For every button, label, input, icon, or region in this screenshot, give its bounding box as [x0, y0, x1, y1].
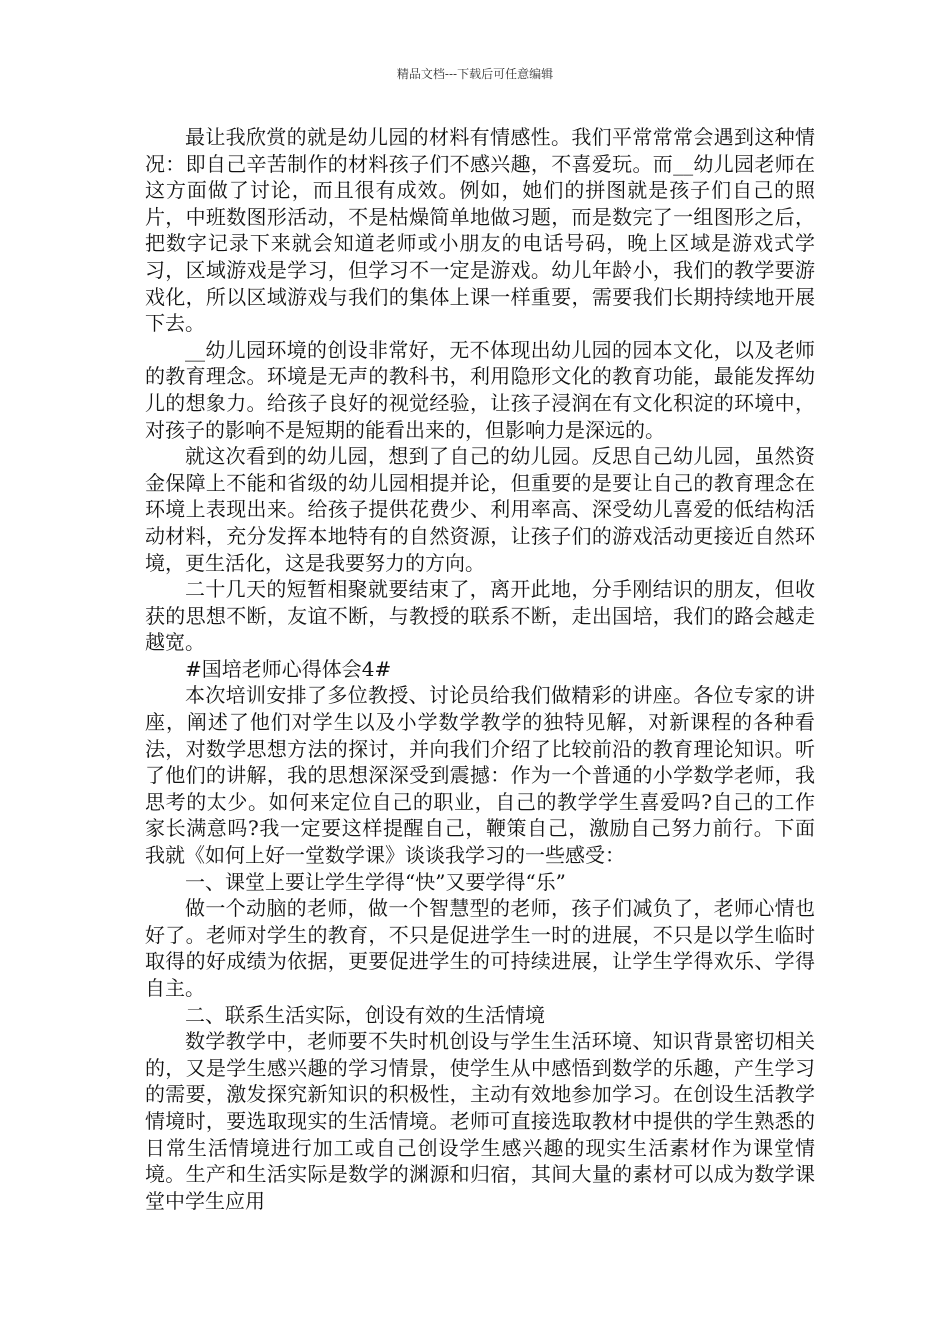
paragraph-2: __幼儿园环境的创设非常好，无不体现出幼儿园的园本文化，以及老师的教育理念。环境是无声的教科书，利用隐形文化的教育功能，最能发挥幼儿的想象力。给孩子良好的视觉经验，让孩子浸润在有文化积淀的环境中，对孩子的影响不是短期的能看出来的，但影响力是深远的。 — [145, 337, 815, 442]
paragraph-3: 就这次看到的幼儿园，想到了自己的幼儿园。反思自己幼儿园，虽然资金保障上不能和省级的幼儿园相提并论，但重要的是要让自己的教育理念在环境上表现出来。给孩子提供花费少、利用率高、深受幼儿喜爱的低结构活动材料，充分发挥本地特有的自然资源，让孩子们的游戏活动更接近自然环境，更生活化，这是我要努力的方向。 — [145, 444, 815, 575]
section-heading-4: #国培老师心得体会4# — [185, 656, 392, 681]
subheading-1: 一、课堂上要让学生学得“快”又要学得“乐” — [185, 869, 566, 894]
document-body — [145, 124, 815, 1214]
paragraph-6: 做一个动脑的老师，做一个智慧型的老师，孩子们减负了，老师心情也好了。老师对学生的教育，不只是促进学生一时的进展，不只是以学生临时取得的好成绩为依据，更要促进学生的可持续进展，让学生学得欢乐、学得自主。 — [145, 896, 815, 1000]
paragraph-4: 二十几天的短暂相聚就要结束了，离开此地，分手刚结识的朋友，但收获的思想不断，友谊不断，与教授的联系不断，走出国培，我们的路会越走越宽。 — [145, 577, 815, 655]
subheading-2: 二、联系生活实际，创设有效的生活情境 — [185, 1002, 545, 1027]
paragraph-1: 最让我欣赏的就是幼儿园的材料有情感性。我们平常常常会遇到这种情况：即自己辛苦制作的材料孩子们不感兴趣，不喜爱玩。而__幼儿园老师在这方面做了讨论，而且很有成效。例如，她们的拼图就是孩子们自己的照片，中班数图形活动，不是枯燥简单地做习题，而是数完了一组图形之后，把数字记录下来就会知道老师或小朋友的电话号码，晚上区域是游戏式学习，区域游戏是学习，但学习不一定是游戏。幼儿年龄小，我们的教学要游戏化，所以区域游戏与我们的集体上课一样重要，需要我们长期持续地开展下去。 — [145, 125, 815, 336]
paragraph-7: 数学教学中，老师要不失时机创设与学生生活环境、知识背景密切相关的，又是学生感兴趣的学习情景，使学生从中感悟到数学的乐趣，产生学习的需要，激发探究新知识的积极性，主动有效地参加学习。在创设生活教学情境时，要选取现实的生活情境。老师可直接选取教材中提供的学生熟悉的日常生活情境进行加工或自己创设学生感兴趣的现实生活素材作为课堂情境。生产和生活实际是数学的渊源和归宿，其间大量的素材可以成为数学课堂中学生应用 — [145, 1029, 815, 1213]
paragraph-5: 本次培训安排了多位教授、讨论员给我们做精彩的讲座。各位专家的讲座，阐述了他们对学生以及小学数学教学的独特见解，对新课程的各种看法，对数学思想方法的探讨，并向我们介绍了比较前沿的教育理论知识。听了他们的讲解，我的思想深深受到震撼：作为一个普通的小学数学老师，我思考的太少。如何来定位自己的职业，自己的教学学生喜爱吗?自己的工作家长满意吗?我一定要这样提醒自己，鞭策自己，激励自己努力前行。下面我就《如何上好一堂数学课》谈谈我学习的一些感受： — [145, 683, 815, 868]
page-header: 精品文档---下载后可任意编辑 — [396, 67, 554, 81]
